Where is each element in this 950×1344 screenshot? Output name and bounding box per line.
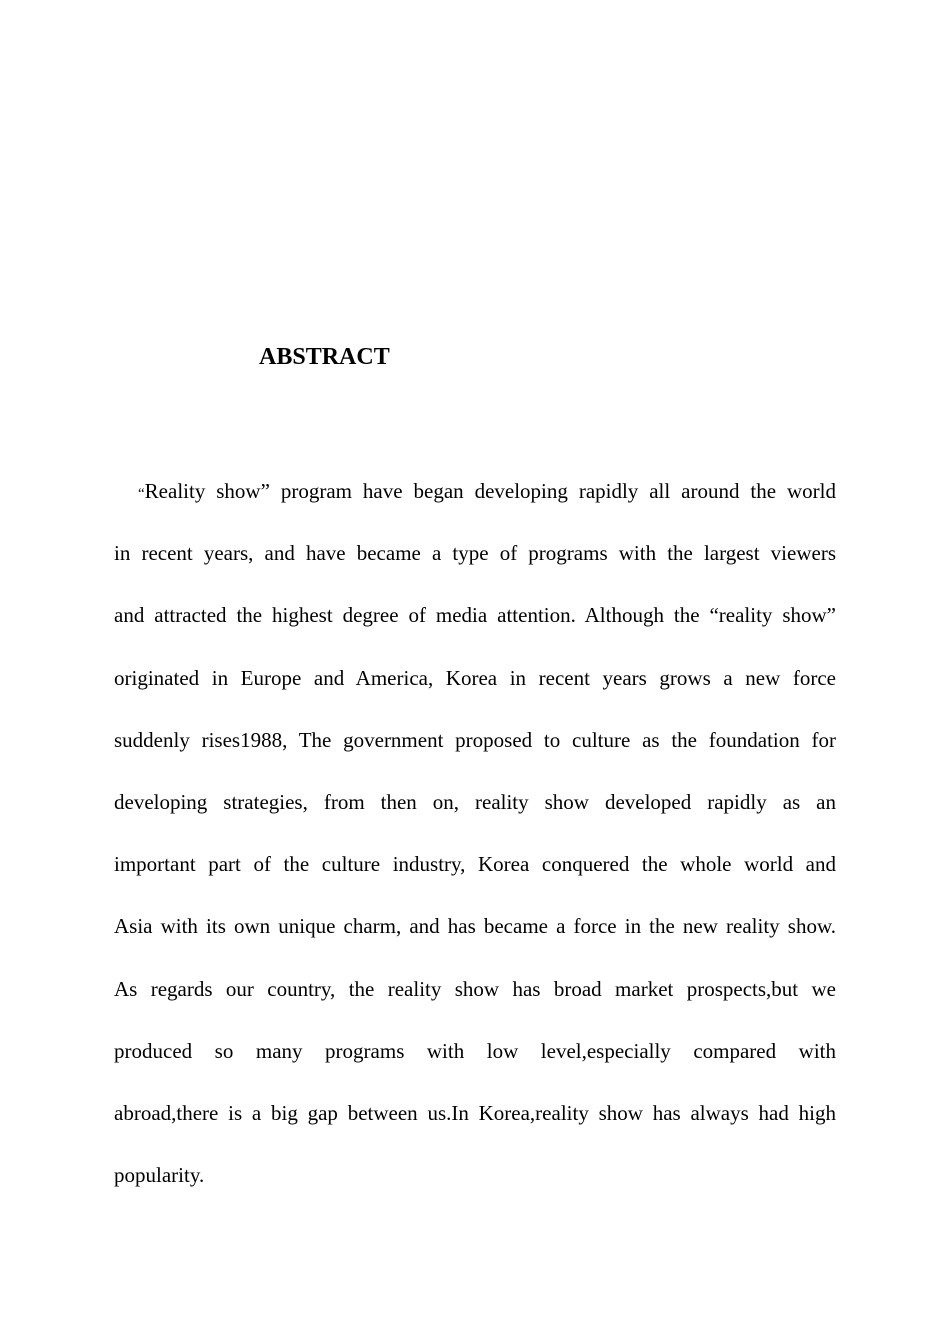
paragraph-line: abroad,there is a big gap between us.In Korea,reality show has always had high xyxy=(114,1100,836,1125)
paragraph-line: As regards our country, the reality show has broad market prospects,but we xyxy=(114,976,836,1001)
paragraph-line: and attracted the highest degree of media attention. Although the “reality show” xyxy=(114,603,836,628)
paragraph-line: suddenly rises1988, The government proposed to culture as the foundation for xyxy=(114,727,836,752)
paragraph-line: developing strategies, from then on, reality show developed rapidly as an xyxy=(114,789,836,814)
paragraph-line: Asia with its own unique charm, and has became a force in the new reality show. xyxy=(114,914,836,939)
paragraph-line xyxy=(114,478,836,540)
paragraph-line-text: Reality show” program have began developing rapidly all around the world xyxy=(144,479,836,503)
abstract-paragraph xyxy=(114,478,836,1224)
abstract-title: ABSTRACT xyxy=(259,344,390,370)
paragraph-line: popularity. xyxy=(114,1163,205,1188)
paragraph-line: originated in Europe and America, Korea in recent years grows a new force xyxy=(114,665,836,690)
paragraph-line: produced so many programs with low level,especially compared with xyxy=(114,1038,836,1063)
opening-quote-mark: “ xyxy=(138,486,145,502)
paragraph-line: important part of the culture industry, Korea conquered the whole world and xyxy=(114,852,836,877)
paragraph-line: in recent years, and have became a type of programs with the largest viewers xyxy=(114,541,836,566)
